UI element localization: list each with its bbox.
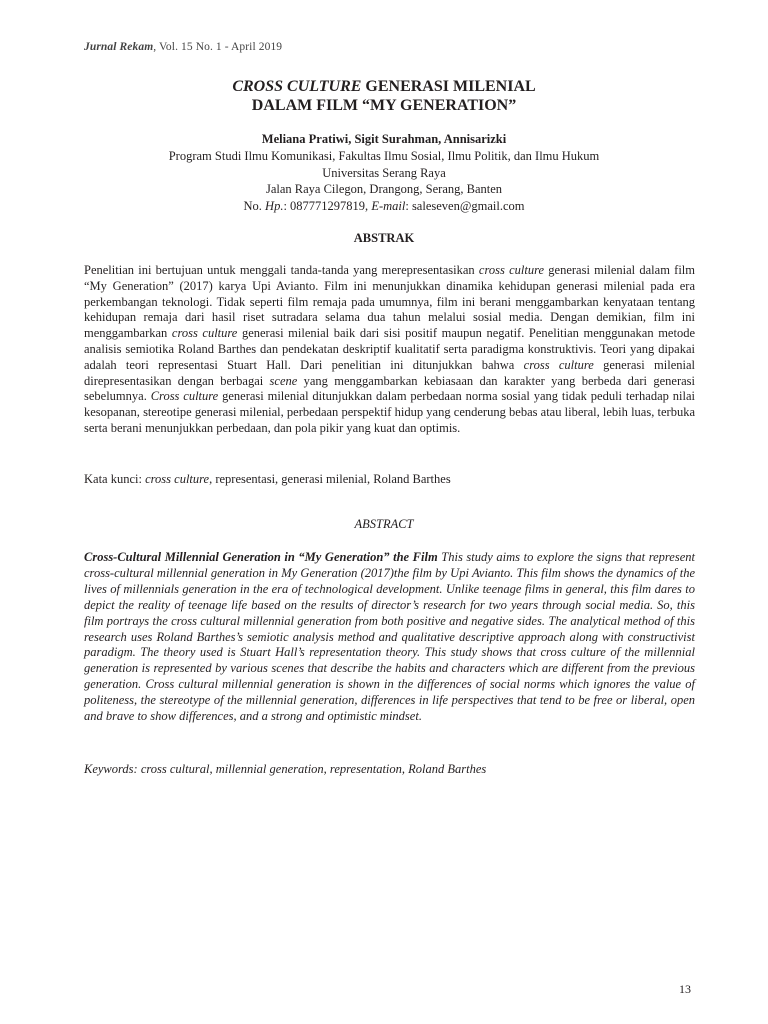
- abstract-body: [84, 550, 695, 725]
- abstract-heading: ABSTRACT: [354, 517, 414, 531]
- paper-title: [0, 77, 768, 115]
- running-header: [84, 41, 282, 53]
- abstrak-segment: scene: [269, 373, 298, 388]
- affiliation: [0, 148, 768, 214]
- page-number: 13: [679, 982, 691, 996]
- abstrak-segment: Cross culture: [150, 389, 219, 404]
- abstrak-segment: cross culture: [171, 326, 238, 341]
- abstrak-segment: Penelitian ini bertujuan untuk menggali tanda-tanda yang merepresentasikan: [84, 263, 479, 277]
- affiliation-university: Universitas Serang Raya: [322, 165, 446, 180]
- kata-kunci-segment: cross culture: [145, 472, 210, 486]
- abstrak-segment: cross culture: [478, 263, 545, 277]
- abstrak-segment: generasi milenial ditunjukkan dalam perbedaan norma sosial yang tidak peduli terhadap nilai kesopanan, stereotipe generasi milenial, perbedaan perspektif hidup yang cenderung bebas atau liberal, lebih luas, terbuka serta berani menunjukkan perbedaan, dan pola pikir yang kuat dan optimis.: [84, 389, 695, 435]
- abstrak-keywords: [84, 472, 695, 488]
- contact-prefix: No.: [243, 198, 266, 213]
- abstract-bold-lead: Cross-Cultural Millennial Generation in “My Generation” the Film: [84, 550, 438, 564]
- title-line-2: DALAM FILM “MY GENERATION”: [251, 97, 517, 114]
- abstrak-segment: yang menggambarkan kebiasaan dan karakter yang berbeda dari generasi sebelumnya.: [84, 373, 695, 404]
- title-line-1-rest: GENERASI MILENIAL: [361, 78, 536, 95]
- email-value: : saleseven@gmail.com: [405, 198, 525, 213]
- journal-volume: , Vol. 15 No. 1 - April 2019: [153, 41, 283, 53]
- title-italic-part: CROSS CULTURE: [232, 78, 362, 95]
- abstrak-segment: generasi milenial direpresentasikan dengan berbagai: [84, 357, 695, 388]
- journal-name: Jurnal Rekam: [84, 41, 154, 53]
- abstract-keywords: Keywords: cross cultural, millennial generation, representation, Roland Barthes: [84, 762, 487, 776]
- email-label: E-mail: [371, 198, 406, 213]
- kata-kunci-segment: , representasi, generasi milenial, Roland Barthes: [209, 472, 451, 486]
- affiliation-program: Program Studi Ilmu Komunikasi, Fakultas Ilmu Sosial, Ilmu Politik, dan Ilmu Hukum: [168, 149, 600, 163]
- abstract-text: This study aims to explore the signs that represent cross-cultural millennial generation in My Generation (2017)the film by Upi Avianto. This film shows the dynamics of the lives of millennials generation in the era of technological development. Unlike teenage films in general, this film dares to depict the reality of teenage life based on the results of director’s research for two years through social media. So, this film portrays the cross cultural millennial generation from both positive and negative sides. The analytical method of this research uses Roland Barthes’s semiotic analysis method and qualitative descriptive approach along with constructivist paradigm. The theory used is Stuart Hall’s representation theory. This study shows that cross culture of the millennial generation is represented by various scenes that describe the habits and characters which are different from the previous generation. Cross cultural millennial generation is shown in the differences of social norms which ignores the value of politeness, the stereotype of the millennial generation, differences in life perspectives that tend to be free or liberal, open and brave to show differences, and a strong and optimistic mindset.: [84, 550, 695, 724]
- authors: Meliana Pratiwi, Sigit Surahman, Annisarizki: [261, 132, 507, 146]
- abstrak-segment: generasi milenial dalam film “My Generation” (2017) karya Upi Avianto. Film ini menunjukkan dinamika kehidupan generasi milenial pada era perkembangan teknologi. Tidak seperti film remaja pada umumnya, film ini berani menggambarkan kenyataan tentang kehidupan remaja dari hasil riset sutradara selama dua tahun melalui sosial media. Dengan demikian, film ini menggambarkan: [84, 263, 695, 341]
- abstrak-segment: generasi milenial baik dari sisi positif maupun negatif. Penelitian menggunakan metode analisis semiotika Roland Barthes dan pendekatan deskriptif kualitatif serta paradigma konstruktivis. Teori yang dipakai adalah teori representasi Stuart Hall. Dari penelitian ini ditunjukkan bahwa: [84, 326, 695, 372]
- hp-value: : 087771297819,: [283, 198, 372, 213]
- abstrak-body: [84, 263, 695, 437]
- kata-kunci-segment: Kata kunci:: [84, 472, 146, 486]
- affiliation-contact: [0, 198, 768, 215]
- hp-label: Hp.: [265, 198, 284, 213]
- abstrak-heading: ABSTRAK: [353, 231, 415, 245]
- title-line-1: [0, 77, 768, 96]
- affiliation-address: Jalan Raya Cilegon, Drangong, Serang, Banten: [265, 182, 503, 196]
- abstrak-segment: cross culture: [523, 357, 594, 372]
